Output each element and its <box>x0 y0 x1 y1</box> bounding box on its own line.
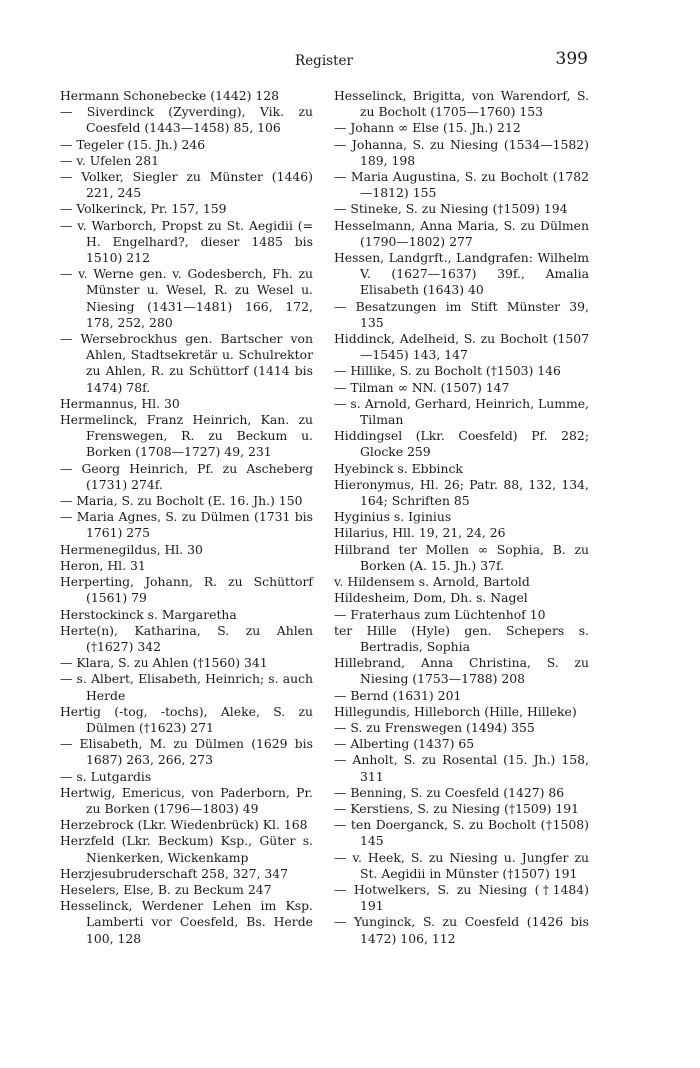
index-entry: Heron, Hl. 31 <box>60 557 146 573</box>
index-entry: — Johanna, S. zu Niesing (1534—1582) 189, 198 <box>334 136 589 168</box>
index-entry: — Wersebrockhus gen. Bartscher von Ahlen, Stadtsekretär u. Schulrektor zu Ahlen, R. zu Schüttorf (1414 bis 1474) 78f. <box>60 331 313 395</box>
index-entry: — Bernd (1631) 201 <box>334 687 462 703</box>
index-entry: — s. Albert, Elisabeth, Heinrich; s. auch Herde <box>60 671 313 703</box>
page-header <box>60 49 588 72</box>
index-entry: — Hillike, S. zu Bocholt (†1503) 146 <box>334 363 561 379</box>
index-entry: — Yunginck, S. zu Coesfeld (1426 bis 1472) 106, 112 <box>334 914 589 946</box>
index-entry: Hermenegildus, Hl. 30 <box>60 541 203 557</box>
index-entry: ter Hille (Hyle) gen. Schepers s. Bertradis, Sophia <box>334 622 589 654</box>
index-entry: — Johann ∞ Else (15. Jh.) 212 <box>334 120 521 136</box>
right-column <box>334 88 589 947</box>
left-column <box>60 88 313 947</box>
index-entry: — Fraterhaus zum Lüchtenhof 10 <box>334 606 546 622</box>
index-entry: — Volkerinck, Pr. 157, 159 <box>60 201 227 217</box>
index-entry: Hiddingsel (Lkr. Coesfeld) Pf. 282; Glocke 259 <box>334 428 589 460</box>
index-entry: Hillegundis, Hilleborch (Hille, Hilleke) <box>334 703 577 719</box>
index-entry: — Benning, S. zu Coesfeld (1427) 86 <box>334 784 565 800</box>
index-entry: — Siverdinck (Zyverding), Vik. zu Coesfeld (1443—1458) 85, 106 <box>60 104 313 136</box>
index-entry: Hillebrand, Anna Christina, S. zu Niesing (1753—1788) 208 <box>334 655 589 687</box>
index-entry: Hyebinck s. Ebbinck <box>334 460 463 476</box>
index-entry: — s. Lutgardis <box>60 768 152 784</box>
index-entry: Hilarius, Hll. 19, 21, 24, 26 <box>334 525 506 541</box>
index-entry: — ten Doerganck, S. zu Bocholt (†1508) 145 <box>334 817 589 849</box>
index-entry: — Elisabeth, M. zu Dülmen (1629 bis 1687) 263, 266, 273 <box>60 736 313 768</box>
index-entry: — Tegeler (15. Jh.) 246 <box>60 136 206 152</box>
index-entry: — Anholt, S. zu Rosental (15. Jh.) 158, 311 <box>334 752 589 784</box>
index-entry: Herzfeld (Lkr. Beckum) Ksp., Güter s. Nienkerken, Wickenkamp <box>60 833 313 865</box>
index-entry: — v. Heek, S. zu Niesing u. Jungfer zu St. Aegidii in Münster (†1507) 191 <box>334 849 589 881</box>
index-entry: Hermann Schonebecke (1442) 128 <box>60 88 280 103</box>
index-entry: — v. Warborch, Propst zu St. Aegidii (= H. Engelhard?, dieser 1485 bis 1510) 212 <box>60 217 313 266</box>
index-entry: Hildesheim, Dom, Dh. s. Nagel <box>334 590 528 606</box>
index-entry: Hyginius s. Iginius <box>334 509 452 525</box>
page-number: 399 <box>555 49 588 69</box>
index-entry: Hesselmann, Anna Maria, S. zu Dülmen (1790—1802) 277 <box>334 217 589 249</box>
index-entry: Herzebrock (Lkr. Wiedenbrück) Kl. 168 <box>60 817 308 833</box>
index-entry: Hessen, Landgrft., Landgrafen: Wilhelm V. (1627—1637) 39f., Amalia Elisabeth (1643) 40 <box>334 250 589 298</box>
index-entry: v. Hildensem s. Arnold, Bartold <box>334 574 530 590</box>
index-entry: — Tilman ∞ NN. (1507) 147 <box>334 379 510 395</box>
index-entry: Herperting, Johann, R. zu Schüttorf (1561) 79 <box>60 574 313 606</box>
index-entry: — Alberting (1437) 65 <box>334 736 475 752</box>
index-entry: — s. Arnold, Gerhard, Heinrich, Lumme, Tilman <box>334 395 589 428</box>
index-entry: — v. Werne gen. v. Godesberch, Fh. zu Münster u. Wesel, R. zu Wesel u. Niesing (1431—1481) 166, 172, 178, 252, 280 <box>60 266 313 330</box>
index-entry: Hermelinck, Franz Heinrich, Kan. zu Frenswegen, R. zu Beckum u. Borken (1708—1727) 49, 231 <box>60 412 313 460</box>
index-entry: — Maria Agnes, S. zu Dülmen (1731 bis 1761) 275 <box>60 509 313 541</box>
index-entry: — Stineke, S. zu Niesing (†1509) 194 <box>334 201 568 217</box>
index-entry: Hesselinck, Werdener Lehen im Ksp. Lamberti vor Coesfeld, Bs. Herde 100, 128 <box>60 898 313 946</box>
index-entry: Hertwig, Emericus, von Paderborn, Pr. zu Borken (1796—1803) 49 <box>60 784 313 816</box>
index-entry: — S. zu Frenswegen (1494) 355 <box>334 719 535 735</box>
index-entry: Hermannus, Hl. 30 <box>60 395 180 411</box>
index-entry: — Kerstiens, S. zu Niesing (†1509) 191 <box>334 800 580 816</box>
index-entry: Heselers, Else, B. zu Beckum 247 <box>60 881 272 897</box>
index-entry: — Maria, S. zu Bocholt (E. 16. Jh.) 150 <box>60 493 303 509</box>
index-entry: Herstockinck s. Margaretha <box>60 606 237 622</box>
index-entry: Hieronymus, Hl. 26; Patr. 88, 132, 134, 164; Schriften 85 <box>334 476 589 509</box>
index-entry: — Georg Heinrich, Pf. zu Ascheberg (1731) 274f. <box>60 460 313 492</box>
index-entry: — Volker, Siegler zu Münster (1446) 221, 245 <box>60 169 313 201</box>
index-entry: — Hotwelkers, S. zu Niesing (†1484) 191 <box>334 881 589 914</box>
index-entry: Herzjesubruderschaft 258, 327, 347 <box>60 865 288 881</box>
index-entry: — v. Ufelen 281 <box>60 152 159 168</box>
index-entry: Hiddinck, Adelheid, S. zu Bocholt (1507—1545) 143, 147 <box>334 331 589 363</box>
running-head: Register <box>295 53 353 69</box>
index-entry: Hesselinck, Brigitta, von Warendorf, S. zu Bocholt (1705—1760) 153 <box>334 88 589 120</box>
index-entry: — Besatzungen im Stift Münster 39, 135 <box>334 298 589 330</box>
index-entry: — Maria Augustina, S. zu Bocholt (1782—1812) 155 <box>334 169 589 201</box>
index-entry: Hertig (-tog, -tochs), Aleke, S. zu Dülmen (†1623) 271 <box>60 703 313 735</box>
index-entry: Hilbrand ter Mollen ∞ Sophia, B. zu Borken (A. 15. Jh.) 37f. <box>334 541 589 573</box>
index-entry: Herte(n), Katharina, S. zu Ahlen (†1627) 342 <box>60 622 313 654</box>
index-entry: — Klara, S. zu Ahlen (†1560) 341 <box>60 655 268 671</box>
